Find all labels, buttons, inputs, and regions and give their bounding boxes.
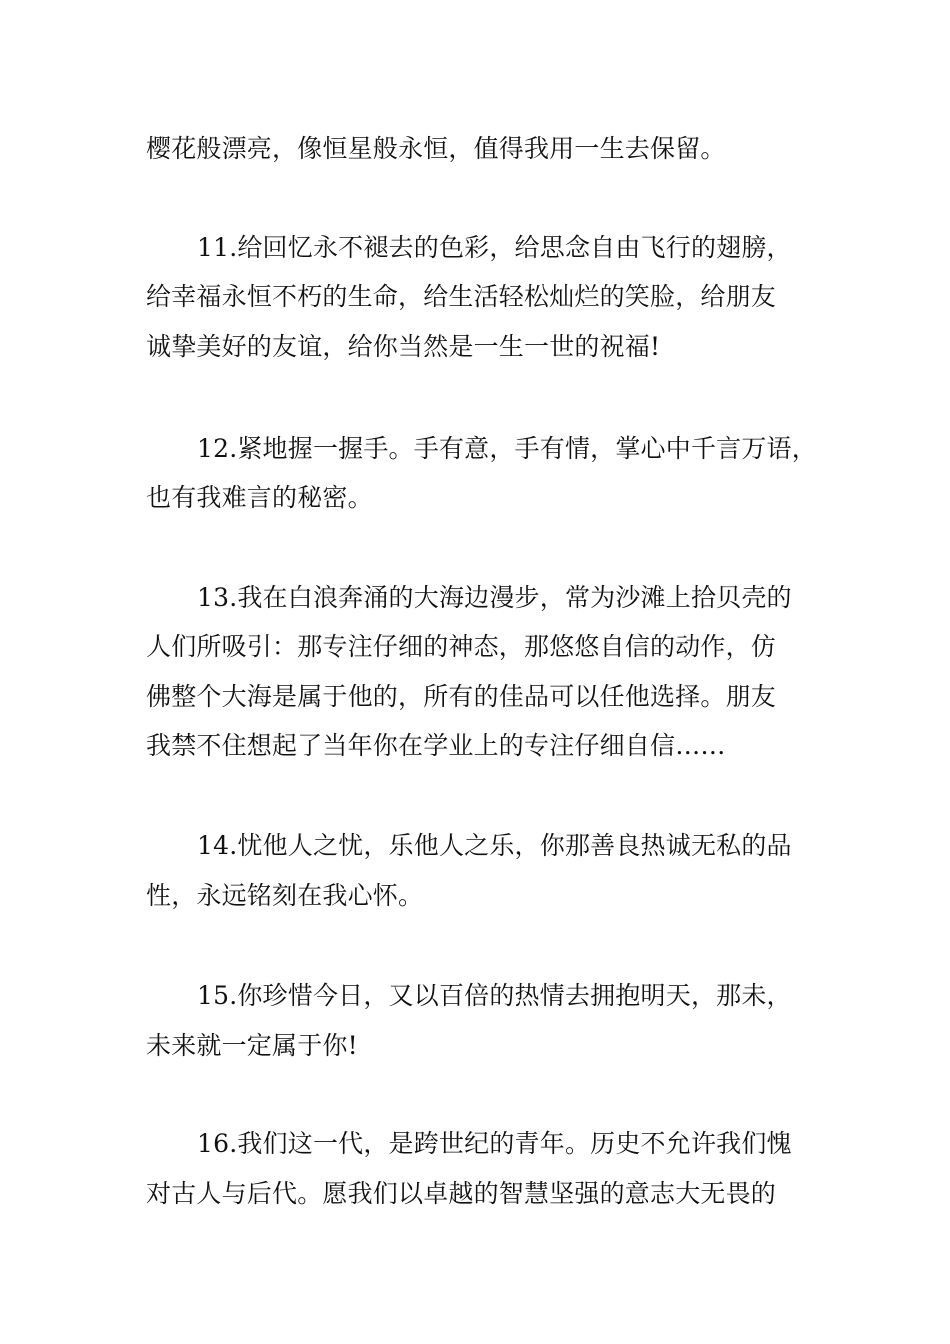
text-line: 佛整个大海是属于他的，所有的佳品可以任他选择。朋友	[146, 682, 777, 711]
paragraph-12-first-line: 12.紧地握一握手。手有意，手有情，掌心中千言万语，	[197, 434, 817, 463]
paragraph-14-first-line: 14.忧他人之忧，乐他人之乐，你那善良热诚无私的品	[197, 831, 792, 860]
paragraph-11-first-line: 11.给回忆永不褪去的色彩，给思念自由飞行的翅膀，	[197, 233, 792, 262]
text-line: 未来就一定属于你!	[146, 1031, 358, 1060]
text-line: 樱花般漂亮，像恒星般永恒，值得我用一生去保留。	[146, 134, 726, 163]
paragraph-13-first-line: 13.我在白浪奔涌的大海边漫步，常为沙滩上拾贝壳的	[197, 583, 792, 612]
text-line: 诚挚美好的友谊，给你当然是一生一世的祝福!	[146, 332, 661, 361]
text-line: 给幸福永恒不朽的生命，给生活轻松灿烂的笑脸，给朋友	[146, 282, 777, 311]
text-line: 也有我难言的秘密。	[146, 483, 373, 512]
text-line: 对古人与后代。愿我们以卓越的智慧坚强的意志大无畏的	[146, 1179, 777, 1208]
paragraph-15-first-line: 15.你珍惜今日，又以百倍的热情去拥抱明天，那未，	[197, 981, 792, 1010]
text-line: 性，永远铭刻在我心怀。	[146, 881, 424, 910]
paragraph-16-first-line: 16.我们这一代，是跨世纪的青年。历史不允许我们愧	[197, 1129, 792, 1158]
text-line: 人们所吸引：那专注仔细的神态，那悠悠自信的动作，仿	[146, 632, 777, 661]
text-line: 我禁不住想起了当年你在学业上的专注仔细自信……	[146, 731, 726, 760]
